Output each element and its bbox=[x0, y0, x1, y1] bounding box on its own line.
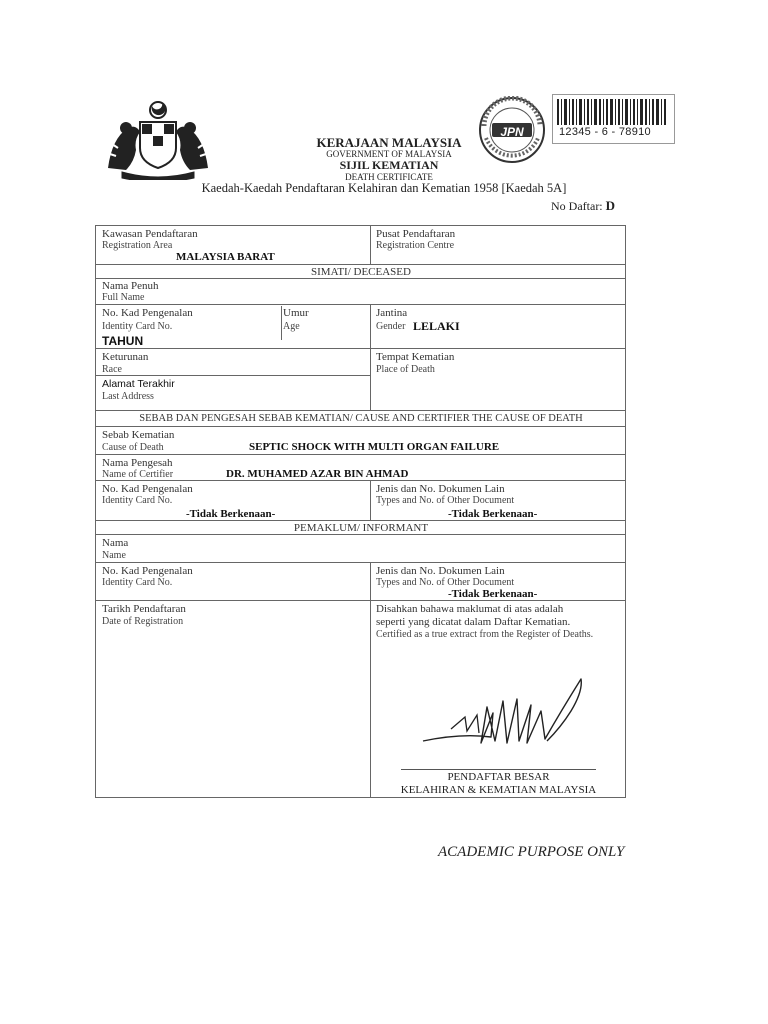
full-name-label: Nama Penuh bbox=[102, 280, 159, 292]
certifier-label: Nama Pengesah bbox=[102, 457, 173, 469]
section-informant-title: PEMAKLUM/ INFORMANT bbox=[293, 522, 429, 534]
gender-sublabel: Gender bbox=[376, 321, 406, 332]
registration-area-sublabel: Registration Area bbox=[102, 240, 173, 251]
registration-date-label: Tarikh Pendaftaran bbox=[102, 603, 186, 615]
regulation-text: Kaedah-Kaedah Pendaftaran Kelahiran dan Kematian 1958 [Kaedah 5A] bbox=[201, 181, 567, 195]
registration-area-cell bbox=[96, 226, 371, 265]
cause-of-death-sublabel: Cause of Death bbox=[102, 442, 164, 453]
barcode-number: 12345 - 6 - 78910 bbox=[559, 126, 651, 138]
gender-value: LELAKI bbox=[413, 319, 460, 333]
signature-icon bbox=[421, 671, 591, 751]
agency-title-en: GOVERNMENT OF MALAYSIA bbox=[326, 149, 452, 159]
registration-number-label: No Daftar: bbox=[551, 199, 603, 213]
registration-area-value: MALAYSIA BARAT bbox=[176, 251, 275, 263]
registration-centre-label: Pusat Pendaftaran bbox=[376, 228, 456, 240]
form-table bbox=[95, 225, 626, 798]
race-label: Keturunan bbox=[102, 351, 149, 363]
informant-doc-cell bbox=[371, 563, 626, 601]
race-cell bbox=[96, 349, 371, 376]
section-deceased-title: SIMATI/ DECEASED bbox=[311, 266, 411, 278]
academic-purpose-note: ACADEMIC PURPOSE ONLY bbox=[438, 844, 625, 860]
full-name-sublabel: Full Name bbox=[102, 292, 145, 303]
informant-ic-sublabel: Identity Card No. bbox=[102, 577, 173, 588]
last-address-cell bbox=[96, 376, 371, 411]
page-title: SIJIL KEMATIAN bbox=[339, 158, 439, 172]
gender-label: Jantina bbox=[376, 307, 408, 319]
last-address-sublabel: Last Address bbox=[102, 391, 154, 402]
identity-card-label: No. Kad Pengenalan bbox=[102, 307, 193, 319]
registrar-title: PENDAFTAR BESAR bbox=[447, 771, 550, 783]
identity-card-sublabel: Identity Card No. bbox=[102, 321, 173, 332]
race-sublabel: Race bbox=[102, 364, 122, 375]
certifier-ic-label: No. Kad Pengenalan bbox=[102, 483, 193, 495]
last-address-label: Alamat Terakhir bbox=[102, 378, 175, 390]
certifier-sublabel: Name of Certifier bbox=[102, 469, 174, 480]
certifier-cell bbox=[96, 455, 626, 481]
age-label: Umur bbox=[283, 307, 309, 319]
informant-name-sublabel: Name bbox=[102, 550, 126, 561]
barcode-icon bbox=[557, 99, 669, 125]
informant-doc-label: Jenis dan No. Dokumen Lain bbox=[376, 565, 505, 577]
place-of-death-cell bbox=[371, 349, 626, 411]
full-name-cell bbox=[96, 279, 626, 305]
identity-card-cell bbox=[96, 305, 281, 349]
age-cell bbox=[281, 305, 371, 349]
place-of-death-sublabel: Place of Death bbox=[376, 364, 435, 375]
agency-title: KERAJAAN MALAYSIA bbox=[316, 135, 462, 150]
certifier-ic-cell bbox=[96, 481, 371, 521]
age-sublabel: Age bbox=[283, 321, 300, 332]
registration-number bbox=[551, 198, 615, 214]
section-cause-title: SEBAB DAN PENGESAH SEBAB KEMATIAN/ CAUSE AND CERTIFIER THE CAUSE OF DEATH bbox=[139, 413, 583, 424]
registration-centre-sublabel: Registration Centre bbox=[376, 240, 455, 251]
signature-line bbox=[401, 769, 596, 770]
certifier-doc-label: Jenis dan No. Dokumen Lain bbox=[376, 483, 505, 495]
registration-date-sublabel: Date of Registration bbox=[102, 616, 184, 627]
registration-date-cell bbox=[96, 601, 371, 798]
registrar-subtitle: KELAHIRAN & KEMATIAN MALAYSIA bbox=[400, 784, 597, 796]
certifier-value: DR. MUHAMED AZAR BIN AHMAD bbox=[226, 468, 409, 480]
certifier-doc-sublabel: Types and No. of Other Document bbox=[376, 495, 515, 506]
informant-name-label: Nama bbox=[102, 537, 129, 549]
cause-of-death-value: SEPTIC SHOCK WITH MULTI ORGAN FAILURE bbox=[249, 441, 500, 453]
informant-ic-cell bbox=[96, 563, 371, 601]
certification-cell bbox=[371, 601, 626, 798]
certifier-doc-cell bbox=[371, 481, 626, 521]
certification-line-2: seperti yang dicatat dalam Daftar Kematian. bbox=[376, 616, 571, 628]
cause-of-death-cell bbox=[96, 427, 626, 455]
certifier-ic-sublabel: Identity Card No. bbox=[102, 495, 173, 506]
certification-line-3: Certified as a true extract from the Register of Deaths. bbox=[376, 629, 594, 640]
gender-cell bbox=[371, 305, 626, 349]
informant-doc-value: -Tidak Berkenaan- bbox=[448, 588, 538, 600]
registration-number-value: D bbox=[605, 198, 616, 213]
age-value: TAHUN bbox=[102, 334, 144, 348]
jpn-seal-text: JPN bbox=[500, 125, 524, 139]
informant-ic-label: No. Kad Pengenalan bbox=[102, 565, 193, 577]
informant-doc-sublabel: Types and No. of Other Document bbox=[376, 577, 515, 588]
cause-of-death-label: Sebab Kematian bbox=[102, 429, 175, 441]
registration-area-label: Kawasan Pendaftaran bbox=[102, 228, 198, 240]
informant-name-cell bbox=[96, 535, 626, 563]
registration-centre-cell bbox=[371, 226, 626, 265]
place-of-death-label: Tempat Kematian bbox=[376, 351, 455, 363]
certification-line-1: Disahkan bahawa maklumat di atas adalah bbox=[376, 603, 564, 615]
page-title-en: DEATH CERTIFICATE bbox=[345, 172, 433, 182]
certifier-doc-value: -Tidak Berkenaan- bbox=[448, 508, 538, 520]
certifier-ic-value: -Tidak Berkenaan- bbox=[186, 508, 276, 520]
